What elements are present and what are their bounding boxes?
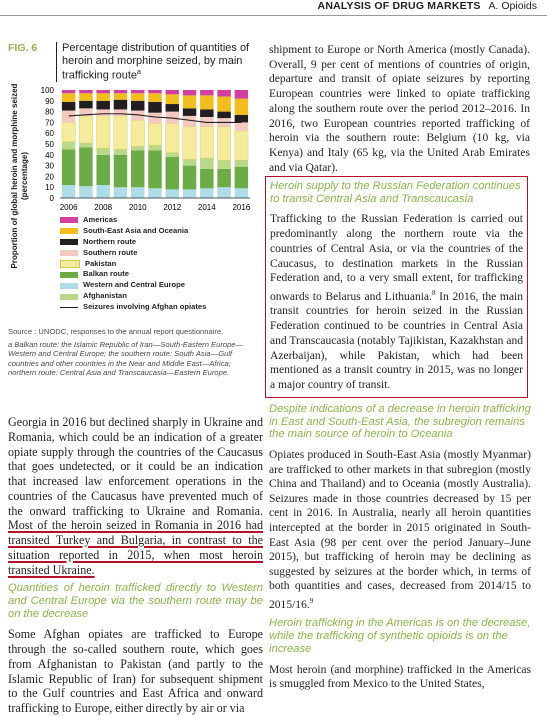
legend-swatch <box>60 239 78 245</box>
bar-segment <box>166 104 179 112</box>
legend-label: Seizures involving Afghan opiates <box>83 302 207 312</box>
bar-segment <box>200 188 213 198</box>
paragraph-text: Trafficking to the Russian Federation is carried out predominantly along the northern route via the countries of Central Asia, or via the countries of the Caucasus, to destination markets in the Russian Federation and, to a very small extent, for trafficking onwards to Belarus and Lithuania. <box>270 213 523 303</box>
x-tick-label: 2008 <box>94 203 113 212</box>
bar-segment <box>217 127 230 160</box>
figure-source <box>8 327 260 378</box>
bar-segment <box>131 90 144 93</box>
legend-label: Pakistan <box>85 258 117 268</box>
legend-swatch <box>60 294 78 300</box>
right-column-text <box>269 403 531 692</box>
bar-segment <box>79 147 92 186</box>
bar-segment <box>217 112 230 118</box>
x-tick-label: 2006 <box>59 203 78 212</box>
legend-item <box>60 237 250 248</box>
bar-segment <box>62 142 75 150</box>
x-tick-label: 2016 <box>232 203 251 212</box>
paragraph <box>270 212 523 392</box>
legend-swatch <box>60 283 78 289</box>
paragraph-text: Opiates produced in South-East Asia (mostly Myanmar) are trafficked to other markets in that subregion (mostly China and Thailand) and to Oceania (mostly Australia). Seizures made in those countries decreased by 15 per cent in 2016. In Australia, nearly all heroin quantities intercepted at the border in 2015 originated in South-East Asia (98 per cent over the period January–June 2015), but trafficking of heroin may be declining as suggested by seizures at the border which, in terms of both quantities and cases, decreased from 2014/15 to 2015/16. <box>269 449 531 611</box>
paragraph-text: In 2016, the main transit countries for heroin seized in the Russian Federation continued to be countries in Central Asia and Transcaucasia (notably Tajikistan, Kazakhstan and Azerbaijan), while Pakistan, which had been mentioned as a transit country in 2015, was no longer a major country of transit. <box>270 290 524 391</box>
bar-segment <box>62 122 75 141</box>
x-tick-label: 2010 <box>128 203 147 212</box>
figure-title-block <box>8 42 258 82</box>
bar-segment <box>131 150 144 187</box>
legend-label: Western and Central Europe <box>83 280 185 290</box>
bar-segment <box>166 157 179 189</box>
bar-segment <box>200 169 213 188</box>
bar-segment <box>217 187 230 198</box>
bar-segment <box>217 90 230 96</box>
bar-segment <box>217 96 230 111</box>
legend-item <box>60 259 250 270</box>
bar-segment <box>166 123 179 152</box>
y-tick-label: 50 <box>45 140 54 149</box>
bar-segment <box>114 116 127 149</box>
y-tick-label: 30 <box>45 161 54 171</box>
subheading: Despite indications of a decrease in heroin trafficking in East and South-East Asia, the subregion remains the main source of heroin to Oceania <box>269 403 531 441</box>
x-tick-label: 2014 <box>197 203 216 212</box>
legend-label: South-East Asia and Oceania <box>83 225 189 235</box>
bar-segment <box>62 149 75 185</box>
bar-segment <box>183 159 196 165</box>
bar-segment <box>183 108 196 116</box>
bar-segment <box>200 158 213 169</box>
bar-segment <box>200 95 213 109</box>
paragraph: Some Afghan opiates are trafficked to Europe through the so-called southern route, which goes from Afghanistan to Pakistan (and partly to the Islamic Republic of Iran) for subsequent shipment to the Gulf countries and East Africa and onward trafficking to Europe, either directly by air or via <box>8 627 263 716</box>
bar-segment <box>200 109 213 117</box>
bar-segment <box>148 93 161 102</box>
source-text: Source : UNODC, responses to the annual report questionnaire. <box>8 327 224 336</box>
bar-segment <box>62 111 75 123</box>
paragraph-text: Georgia in 2016 but declined sharply in Ukraine and Romania, which could be an indication of a greater opiate supply through the countries of the Caucasus that goes undetected, or it could be an indication that increased law enforcement operations in the countries of the Caucasus have prevented much of the onward trafficking to Ukraine and Romania. <box>8 415 263 518</box>
bar-segment <box>96 90 109 93</box>
bar-segment <box>131 120 144 146</box>
bar-segment <box>235 188 248 198</box>
bar-segment <box>217 160 230 169</box>
bar-segment <box>148 113 161 124</box>
subsection-title: A. Opioids <box>488 0 537 12</box>
footnote-ref: 8 <box>431 288 436 297</box>
bar-segment <box>235 160 248 166</box>
legend-item <box>60 248 250 259</box>
bar-segment <box>217 169 230 187</box>
stacked-bar-chart <box>8 86 258 224</box>
legend-swatch <box>60 250 78 256</box>
legend-swatch <box>60 272 78 278</box>
legend-label: Balkan route <box>83 269 129 279</box>
bar-segment <box>235 115 248 123</box>
bar-segment <box>114 90 127 93</box>
paragraph: shipment to Europe or North America (mostly Canada). Overall, 9 per cent of mentions of countries of origin, departure and transit of opiate seizures by reporting European countries were linked to opiate trafficking along the southern route over the period 2012–2016. In 2016, two European countries reported trafficking of heroin via the southern route: Belgium (10 kg, via Kenya) and Italy (65 kg, via the United Arab Emirates and via Qatar). <box>269 44 530 174</box>
bar-segment <box>79 143 92 147</box>
running-head <box>0 0 547 16</box>
footnote-ref: 9 <box>309 597 314 606</box>
bar-segment <box>79 116 92 143</box>
right-column-top-text <box>269 43 530 175</box>
bar-segment <box>114 155 127 187</box>
bar-segment <box>131 146 144 150</box>
bar-segment <box>183 95 196 108</box>
bar-segment <box>62 90 75 93</box>
legend-swatch <box>60 228 78 234</box>
figure-title-sup: a <box>137 69 141 76</box>
subheading: Heroin trafficking in the Americas is on the decrease, while the trafficking of synthetic opioids is on the increase <box>269 617 531 655</box>
subheading: Heroin supply to the Russian Federation continues to transit Central Asia and Transcaucasia <box>270 180 521 205</box>
bar-segment <box>131 93 144 101</box>
bar-segment <box>79 186 92 198</box>
bar-segment <box>235 90 248 99</box>
y-tick-label: 40 <box>45 150 54 160</box>
bar-segment <box>235 131 248 160</box>
chart-legend <box>60 215 250 313</box>
figure-label: FIG. 6 <box>8 42 38 54</box>
bar-segment <box>79 93 92 101</box>
bar-segment <box>79 101 92 109</box>
bar-segment <box>131 101 144 111</box>
bar-segment <box>183 127 196 159</box>
highlighted-sentence: Most of the heroin seized in Romania in 2016 had transited Turkey and Bulgaria, in contrast to the situation reported in 2015, when most heroin transited Ukraine. <box>8 518 263 577</box>
bar-segment <box>96 116 109 148</box>
legend-item <box>60 215 250 226</box>
bar-segment <box>235 122 248 131</box>
legend-swatch <box>60 307 78 308</box>
y-tick-label: 70 <box>45 118 54 128</box>
bar-segment <box>200 90 213 95</box>
bar-segment <box>62 93 75 102</box>
y-axis-label: Proportion of global heroin and morphine seized (percentage) <box>10 83 29 269</box>
legend-label: Southern route <box>83 247 138 257</box>
legend-item <box>60 302 250 313</box>
bar-segment <box>96 101 109 110</box>
legend-label: Afghanistan <box>83 291 127 301</box>
bar-segment <box>114 93 127 99</box>
chart-area <box>8 83 258 316</box>
bar-segment <box>166 153 179 157</box>
paragraph: Most heroin (and morphine) trafficked in the Americas is smuggled from Mexico to the United States, <box>269 663 531 691</box>
y-tick-label: 0 <box>49 194 54 203</box>
bar-segment <box>148 145 161 150</box>
legend-item <box>60 280 250 291</box>
y-tick-label: 90 <box>45 96 54 106</box>
paragraph <box>8 415 263 577</box>
bar-segment <box>62 185 75 198</box>
bar-segment <box>148 102 161 113</box>
bar-segment <box>183 166 196 190</box>
bar-segment <box>96 155 109 185</box>
section-title: ANALYSIS OF DRUG MARKETS <box>317 0 481 12</box>
paragraph <box>269 448 531 612</box>
bar-segment <box>96 93 109 101</box>
figure-caption <box>56 42 258 82</box>
y-tick-label: 60 <box>45 129 54 139</box>
bar-segment <box>96 185 109 198</box>
bar-segment <box>62 102 75 111</box>
bar-segment <box>114 187 127 198</box>
bar-segment <box>114 149 127 154</box>
bar-segment <box>166 189 179 198</box>
legend-item <box>60 226 250 237</box>
bar-segment <box>235 167 248 189</box>
y-tick-label: 100 <box>40 86 54 95</box>
legend-swatch <box>60 260 80 268</box>
bar-segment <box>131 187 144 198</box>
y-tick-label: 10 <box>45 183 54 193</box>
bar-segment <box>148 188 161 198</box>
bar-segment <box>79 90 92 93</box>
subheading: Quantities of heroin trafficked directly to Western and Central Europe via the southern route may be on the decrease <box>8 582 263 620</box>
figure-footnote: a Balkan route: the Islamic Republic of Iran—South-Eastern Europe—Western and Central Europe; the southern route: South Asia—Gulf countries and other countries in the Near and Middle East—Africa; northern route: Central Asia and Transcaucasia—Eastern Europe. <box>8 339 244 378</box>
legend-item <box>60 291 250 302</box>
legend-item <box>60 269 250 280</box>
y-tick-label: 20 <box>45 172 54 182</box>
bar-segment <box>235 99 248 115</box>
bar-segment <box>96 148 109 154</box>
bar-segment <box>200 127 213 158</box>
figure-title: Percentage distribution of quantities of heroin and morphine seized, by main trafficking route <box>62 42 250 82</box>
bar-segment <box>166 90 179 94</box>
legend-label: Americas <box>83 215 118 224</box>
bar-segment <box>96 109 109 115</box>
bar-segment <box>148 150 161 188</box>
highlighted-box <box>265 176 528 398</box>
legend-label: Northern route <box>83 236 137 246</box>
bar-segment <box>183 189 196 198</box>
bar-segment <box>183 90 196 95</box>
y-tick-label: 80 <box>45 107 54 117</box>
x-tick-label: 2012 <box>163 203 182 212</box>
legend-swatch <box>60 217 78 223</box>
bar-segment <box>148 90 161 93</box>
bar-segment <box>166 94 179 104</box>
bar-segment <box>148 123 161 145</box>
bar-segment <box>114 100 127 110</box>
bar-segment <box>114 109 127 115</box>
left-column-text <box>8 415 263 716</box>
